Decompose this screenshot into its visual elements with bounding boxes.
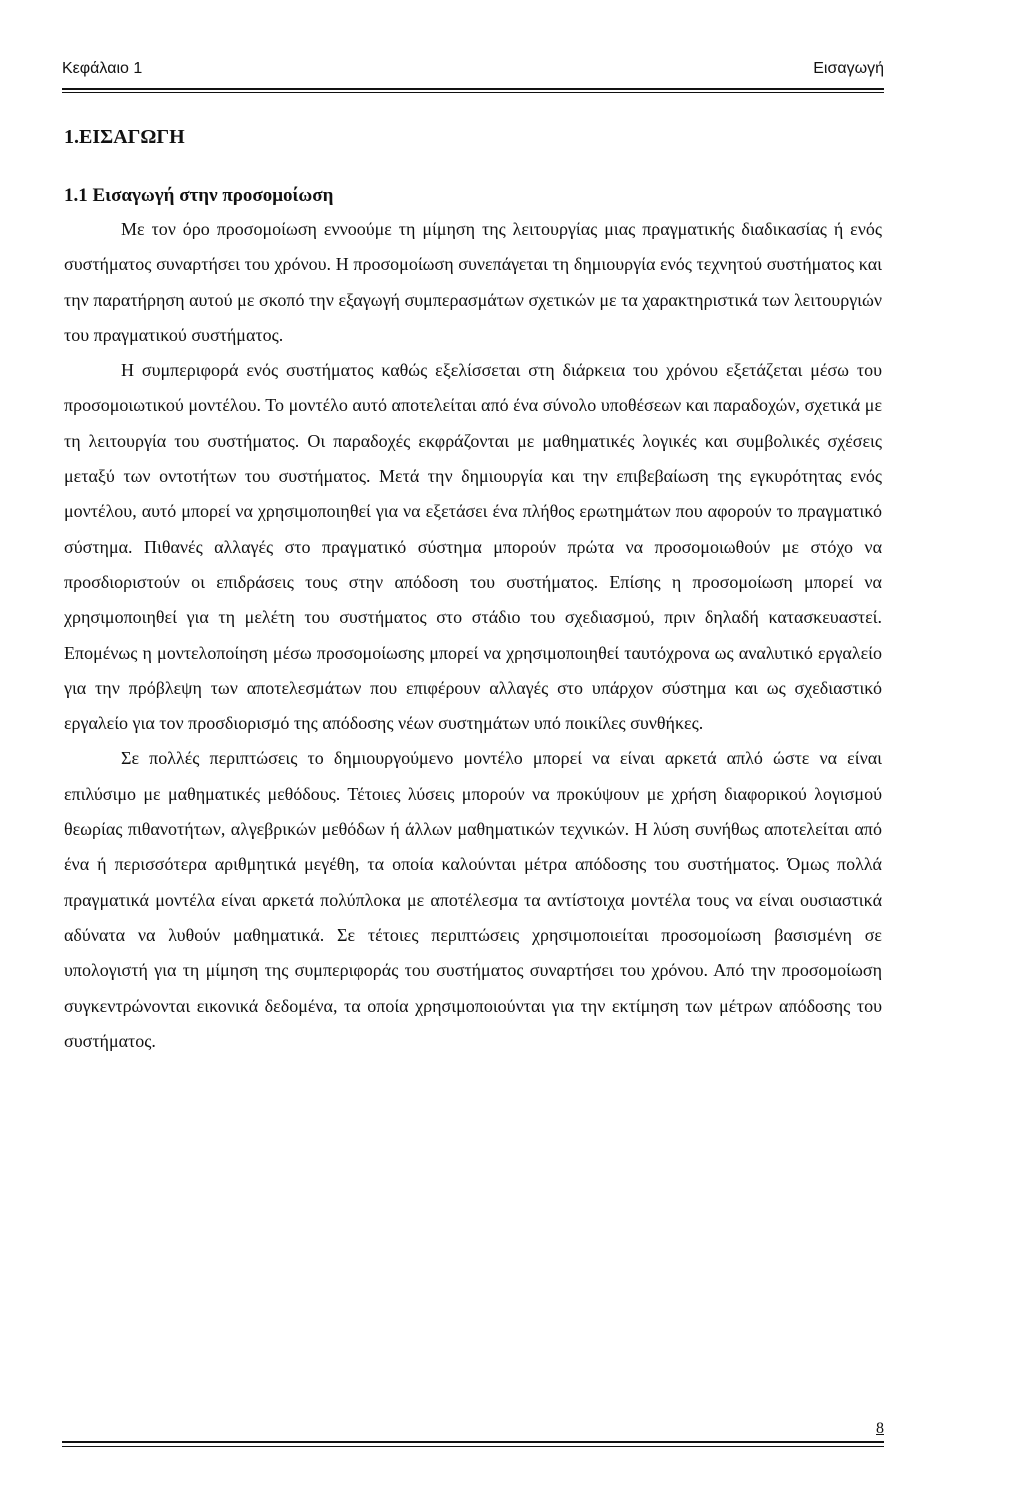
paragraph: Σε πολλές περιπτώσεις το δημιουργούμενο μοντέλο μπορεί να είναι αρκετά απλό ώστε να είναι επιλύσιμο με μαθηματικές μεθόδους. Τέτοιες λύσεις μπορούν να προκύψουν με χρήση διαφορικού λογισμού θεωρίας πιθανοτήτων, αλγεβρικών μεθόδων ή άλλων μαθηματικών τεχνικών. Η λύση συνήθως αποτελείται από ένα ή περισσότερα αριθμητικά μεγέθη, τα οποία καλούνται μέτρα απόδοσης του συστήματος. Όμως πολλά πραγματικά μοντέλα είναι αρκετά πολύπλοκα με αποτέλεσμα τα αντίστοιχα μοντέλα τους να είναι ουσιαστικά αδύνατα να λυθούν μαθηματικά. Σε τέτοιες περιπτώσεις χρησιμοποιείται προσομοίωση βασισμένη σε υπολογιστή για τη μίμηση της συμπεριφοράς του συστήματος συναρτήσει του χρόνου. Από την προσομοίωση συγκεντρώνονται εικονικά δεδομένα, τα οποία χρησιμοποιούνται για την εκτίμηση των μέτρων απόδοσης του συστήματος. [64, 748, 882, 1051]
footer-rule-thin [62, 1446, 884, 1447]
header-chapter-label: Κεφάλαιο 1 [62, 60, 143, 77]
section-title: 1.1 Εισαγωγή στην προσομοίωση [64, 185, 334, 206]
paragraph: Η συμπεριφορά ενός συστήματος καθώς εξελίσσεται στη διάρκεια του χρόνου εξετάζεται μέσω του προσομοιωτικού μοντέλου. Το μοντέλο αυτό αποτελείται από ένα σύνολο υποθέσεων και παραδοχών, σχετικά με τη λειτουργία του συστήματος. Οι παραδοχές εκφράζονται με μαθηματικές λογικές και συμβολικές σχέσεις μεταξύ των οντοτήτων του συστήματος. Μετά την δημιουργία και την επιβεβαίωση της εγκυρότητας ενός μοντέλου, αυτό μπορεί να χρησιμοποιηθεί για να εξετάσει ένα πλήθος ερωτημάτων που αφορούν το πραγματικό σύστημα. Πιθανές αλλαγές στο πραγματικό σύστημα μπορούν πρώτα να προσομοιωθούν με στόχο να προσδιοριστούν οι επιδράσεις τους στην απόδοση του συστήματος. Επίσης η προσομοίωση μπορεί να χρησιμοποιηθεί για τη μελέτη του συστήματος στο στάδιο του σχεδιασμού, πριν δηλαδή κατασκευαστεί. Επομένως η μοντελοποίηση μέσω προσομοίωσης μπορεί να χρησιμοποιηθεί ταυτόχρονα ως αναλυτικό εργαλείο για την πρόβλεψη των αποτελεσμάτων που επιφέρουν αλλαγές στο υπάρχον σύστημα και ως σχεδιαστικό εργαλείο για τον προσδιορισμό της απόδοσης νέων συστημάτων υπό ποικίλες συνθήκες. [64, 360, 882, 734]
footer-rule-thick [62, 1441, 884, 1443]
header-rule-thick [62, 88, 884, 90]
paragraph: Με τον όρο προσομοίωση εννοούμε τη μίμηση της λειτουργίας μιας πραγματικής διαδικασίας ή ενός συστήματος συναρτήσει του χρόνου. Η προσομοίωση συνεπάγεται τη δημιουργία ενός τεχνητού συστήματος και την παρατήρηση αυτού με σκοπό την εξαγωγή συμπερασμάτων σχετικών με τα χαρακτηριστικά των λειτουργιών του πραγματικού συστήματος. [64, 219, 882, 345]
running-header [62, 60, 884, 84]
header-section-label: Εισαγωγή [813, 60, 884, 77]
header-rule-thin [62, 92, 884, 93]
chapter-title: 1.ΕΙΣΑΓΩΓΗ [64, 126, 185, 148]
page-number: 8 [876, 1420, 884, 1437]
body-text [64, 212, 882, 1059]
